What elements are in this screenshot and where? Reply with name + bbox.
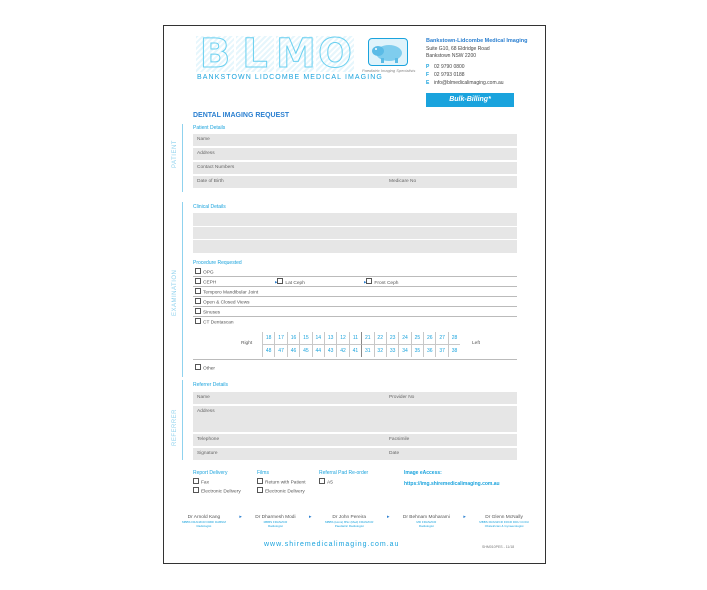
referrer-name-field[interactable] — [193, 392, 517, 404]
pad-reorder-heading: Referral Pad Re-order — [319, 470, 369, 476]
teeth-chart[interactable] — [262, 332, 460, 357]
front-ceph-label: Front Ceph — [366, 281, 398, 286]
radiologist-role: Radiologist — [196, 524, 212, 528]
lat-ceph-option[interactable] — [275, 278, 305, 286]
right-label: Right — [241, 341, 253, 346]
tooth-16[interactable]: 16 — [287, 332, 299, 345]
tooth-23[interactable]: 23 — [386, 332, 398, 345]
logo-subtitle: BANKSTOWN LIDCOMBE MEDICAL IMAGING — [197, 74, 383, 81]
tooth-12[interactable]: 12 — [336, 332, 348, 345]
field-label: Contact Numbers — [197, 165, 235, 170]
clinical-divider — [193, 239, 517, 240]
arrow-right-icon: ▸ — [275, 280, 278, 286]
radiologist-role: Paediatric Radiologist — [334, 524, 364, 528]
patient-dob-medicare-field[interactable] — [193, 176, 517, 188]
mascot-caption: Paediatric Imaging Specialists — [362, 68, 416, 73]
tooth-47[interactable]: 47 — [274, 345, 286, 357]
email-label: E — [426, 80, 430, 86]
radiologist-card — [479, 515, 529, 528]
left-label: Left — [472, 341, 481, 346]
radiologist-qual: MBBS FRANZCR — [263, 520, 288, 524]
sinuses-checkbox[interactable]: Sinuses — [195, 308, 220, 316]
tooth-15[interactable]: 15 — [299, 332, 311, 345]
radiologist-name: Dr John Pereira — [332, 515, 366, 520]
address-line-2: Bankstown NSW 2200 — [426, 53, 477, 59]
fax-number: 02 9793 0188 — [434, 72, 465, 78]
tooth-18[interactable]: 18 — [262, 332, 274, 345]
field-label: Name — [197, 137, 210, 142]
referrer-telephone-field[interactable] — [193, 434, 517, 446]
patient-contact-field[interactable] — [193, 162, 517, 174]
medicare-label: Medicare No — [389, 179, 417, 184]
procedure-divider — [193, 286, 517, 287]
radiologist-card — [255, 515, 295, 528]
patient-heading: Patient Details — [193, 125, 226, 131]
referrer-side-bar — [182, 380, 183, 460]
tooth-21[interactable]: 21 — [361, 332, 373, 345]
report-electronic-checkbox[interactable]: Electronic Delivery — [193, 487, 241, 495]
fax-line — [426, 72, 465, 78]
blmo-logo — [196, 31, 356, 77]
tooth-14[interactable]: 14 — [312, 332, 324, 345]
arrow-right-icon: ▸ — [386, 515, 390, 520]
field-label: Telephone — [197, 437, 220, 442]
ceph-checkbox[interactable]: CEPH — [195, 278, 216, 286]
arrow-right-icon: ▸ — [239, 515, 242, 520]
image-access-link[interactable]: https://img.shiremedicalimaging.com.au — [404, 481, 500, 487]
radiologist-name: Dr Behnam Moharami — [402, 515, 450, 520]
procedure-divider — [193, 316, 517, 317]
email-address: info@blmedicalimaging.com.au — [434, 80, 504, 86]
tooth-43[interactable]: 43 — [324, 345, 336, 357]
tooth-17[interactable]: 17 — [274, 332, 286, 345]
tooth-27[interactable]: 27 — [435, 332, 447, 345]
procedure-heading: Procedure Requested — [193, 260, 242, 266]
tooth-31[interactable]: 31 — [361, 345, 373, 357]
opg-checkbox[interactable]: OPG — [195, 268, 214, 276]
tooth-34[interactable]: 34 — [398, 345, 410, 357]
procedure-divider — [193, 306, 517, 307]
request-form-sheet — [163, 25, 546, 564]
tooth-24[interactable]: 24 — [398, 332, 410, 345]
tooth-25[interactable]: 25 — [411, 332, 423, 345]
patient-side-bar — [182, 124, 183, 192]
radiologist-qual: MBBS (Hons) BSc (Med) FRANZCR — [324, 520, 374, 524]
logo-letter: L — [236, 36, 274, 72]
radiologist-role: Radiologist — [267, 524, 283, 528]
open-closed-checkbox[interactable]: Open & Closed Views — [195, 298, 250, 306]
examination-side-label: EXAMINATION — [172, 269, 178, 316]
radiologist-role: Obstetrician & Gynaecologist — [484, 524, 524, 528]
radiologists-row — [182, 515, 529, 528]
phone-number: 02 9790 0800 — [434, 64, 465, 70]
hippo-icon — [368, 38, 408, 66]
field-label: Address — [197, 409, 215, 414]
radiologist-role: Radiologist — [418, 524, 434, 528]
tooth-41[interactable]: 41 — [349, 345, 361, 357]
referrer-signature-field[interactable] — [193, 448, 517, 460]
tooth-13[interactable]: 13 — [324, 332, 336, 345]
tooth-42[interactable]: 42 — [336, 345, 348, 357]
clinical-heading: Clinical Details — [193, 204, 226, 210]
form-title: DENTAL IMAGING REQUEST — [193, 112, 290, 119]
referrer-heading: Referrer Details — [193, 382, 229, 388]
bulk-billing-banner: Bulk-Billing* — [426, 93, 514, 107]
provider-label: Provider No — [389, 395, 415, 400]
pad-a5-checkbox[interactable]: A5 — [319, 478, 333, 486]
radiologist-qual: MBBS FRANZCR DMRI DABNM — [182, 520, 226, 524]
date-label: Date — [389, 451, 400, 456]
films-heading: Films — [257, 470, 269, 476]
tooth-32[interactable]: 32 — [374, 345, 386, 357]
field-label: Name — [197, 395, 210, 400]
radiologist-card — [403, 515, 450, 528]
front-ceph-option[interactable] — [364, 278, 398, 286]
referrer-address-field[interactable] — [193, 406, 517, 432]
procedure-divider — [193, 276, 517, 277]
tooth-44[interactable]: 44 — [312, 345, 324, 357]
practice-name: Bankstown-Lidcombe Medical Imaging — [426, 38, 528, 44]
examination-side-bar — [182, 202, 183, 377]
tooth-11[interactable]: 11 — [349, 332, 361, 345]
tooth-46[interactable]: 46 — [287, 345, 299, 357]
films-electronic-checkbox[interactable]: Electronic Delivery — [257, 487, 305, 495]
arrow-right-icon: ▸ — [364, 280, 367, 286]
tooth-22[interactable]: 22 — [374, 332, 386, 345]
report-delivery-heading: Report Delivery — [193, 470, 228, 476]
facsimile-label: Facsimile — [389, 437, 410, 442]
radiologist-qual: MD FRANZCR — [416, 520, 437, 524]
logo-letter: B — [196, 36, 234, 72]
tmj-checkbox[interactable]: Temporo Mandibular Joint — [195, 288, 258, 296]
tooth-26[interactable]: 26 — [423, 332, 435, 345]
fax-label: F — [426, 72, 430, 78]
tooth-35[interactable]: 35 — [411, 345, 423, 357]
patient-name-field[interactable] — [193, 134, 517, 146]
radiologist-name: Dr Glenn McNally — [485, 515, 523, 520]
films-return-checkbox[interactable]: Return with Patient — [257, 478, 306, 486]
arrow-right-icon: ▸ — [309, 515, 312, 520]
lat-ceph-label: Lat Ceph — [277, 281, 304, 286]
phone-label: P — [426, 64, 430, 70]
logo-letter: M — [276, 31, 316, 77]
clinical-divider — [193, 226, 517, 227]
field-label: Date of Birth — [197, 179, 224, 184]
referrer-side-label: REFERRER — [172, 408, 178, 446]
tooth-36[interactable]: 36 — [423, 345, 435, 357]
logo-letter: O — [317, 31, 352, 77]
form-code: SHM010PES - 11/18 — [482, 545, 515, 549]
tooth-45[interactable]: 45 — [299, 345, 311, 357]
report-fax-checkbox[interactable]: Fax — [193, 478, 209, 486]
image-access-heading: Image eAccess: — [404, 470, 442, 476]
radiologist-card — [182, 515, 226, 528]
clinical-details-field[interactable] — [193, 213, 517, 253]
procedure-divider — [193, 296, 517, 297]
radiologist-name: Dr Dharmesh Modi — [255, 515, 296, 520]
arrow-right-icon: ▸ — [463, 515, 466, 520]
patient-address-field[interactable] — [193, 148, 517, 160]
field-label: Address — [197, 151, 215, 156]
address-line-1: Suite G10, 68 Eldridge Road — [426, 46, 490, 52]
radiologist-name: Dr Arnold Kang — [187, 515, 221, 520]
procedure-divider — [193, 359, 517, 360]
tooth-28[interactable]: 28 — [448, 332, 460, 345]
patient-side-label: PATIENT — [172, 140, 178, 168]
email-line — [426, 80, 504, 86]
website-footer[interactable]: www.shiremedicalimaging.com.au — [264, 541, 400, 548]
tooth-37[interactable]: 37 — [435, 345, 447, 357]
tooth-38[interactable]: 38 — [448, 345, 460, 357]
radiologist-qual: MBBS FRANZCR FRCR DDU CCDU — [479, 520, 529, 524]
ct-dentascan-checkbox[interactable]: CT Dentascan — [195, 318, 234, 326]
radiologist-card — [325, 515, 374, 528]
field-label: Signature — [197, 451, 218, 456]
other-checkbox[interactable]: Other — [195, 364, 215, 372]
phone-line — [426, 64, 465, 70]
tooth-48[interactable]: 48 — [262, 345, 274, 357]
tooth-33[interactable]: 33 — [386, 345, 398, 357]
